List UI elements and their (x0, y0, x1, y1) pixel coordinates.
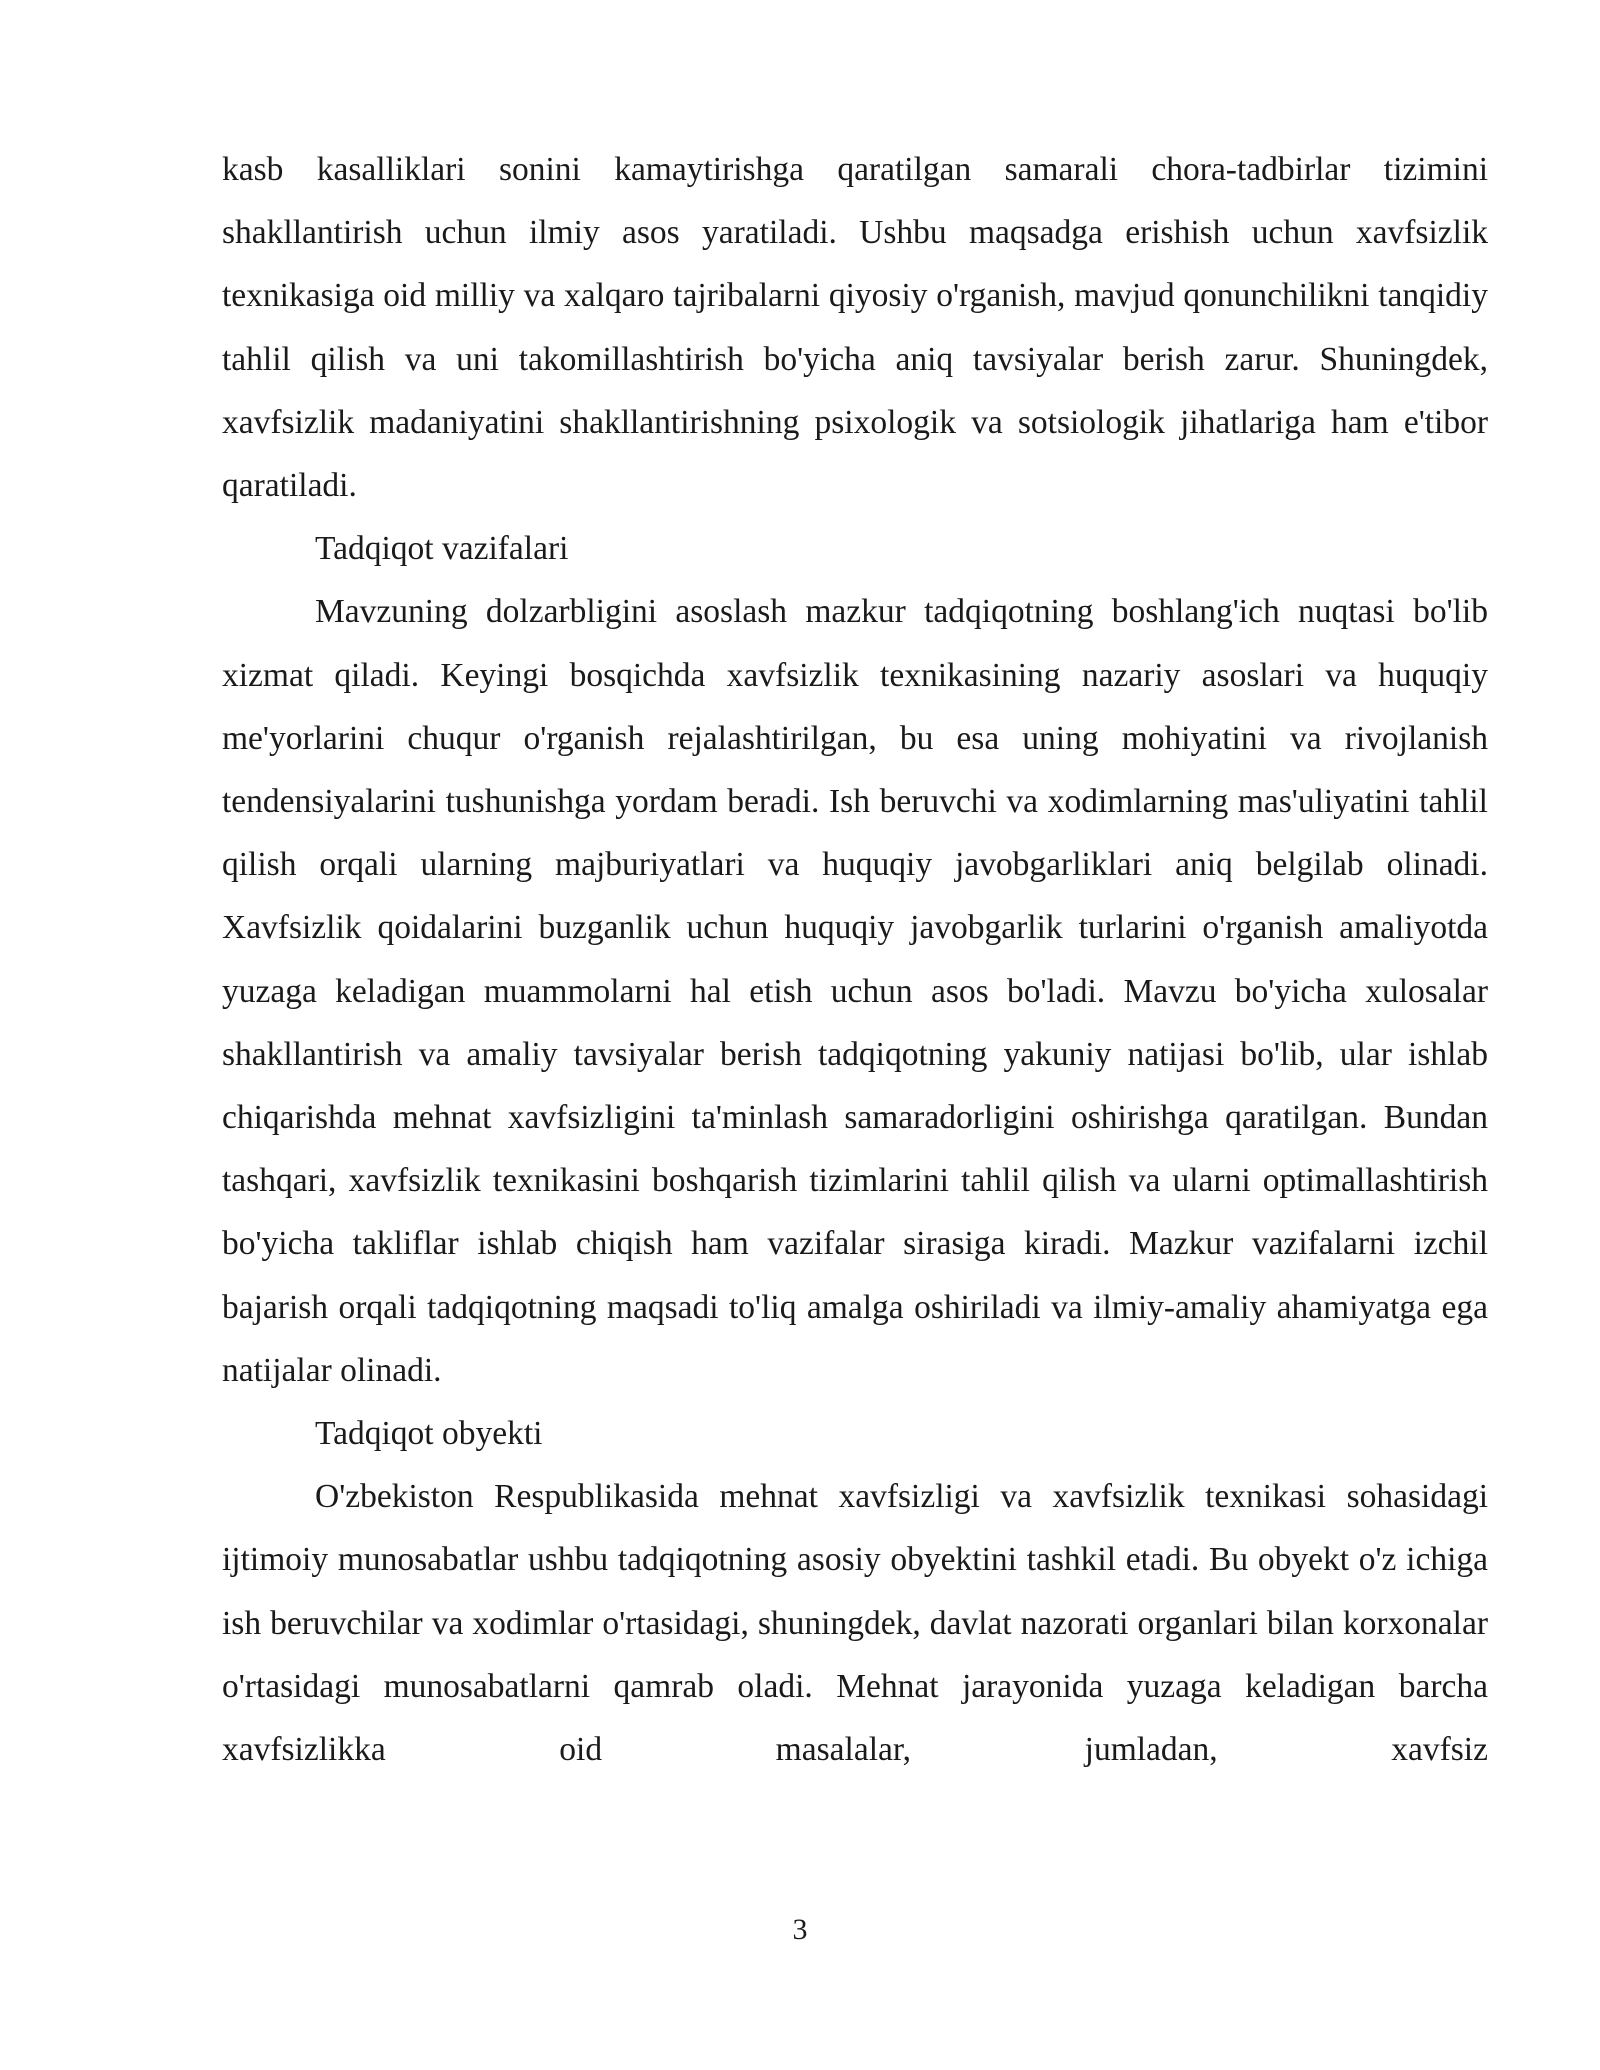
paragraph-continuation: kasb kasalliklari sonini kamaytirishga qaratilgan samarali chora-tadbirlar tizimini shakllantirish uchun ilmiy asos yaratiladi. Ushbu maqsadga erishish uchun xavfsizlik texnikasiga oid milliy va xalqaro tajribalarni qiyosiy o'rganish, mavjud qonunchilikni tanqidiy tahlil qilish va uni takomillashtirish bo'yicha aniq tavsiyalar berish zarur. Shuningdek, xavfsizlik madaniyatini shakllantirishning psixologik va sotsiologik jihatlariga ham e'tibor qaratiladi. (222, 151, 1488, 505)
paragraph-tasks: Mavzuning dolzarbligini asoslash mazkur tadqiqotning boshlang'ich nuqtasi bo'lib xizmat qiladi. Keyingi bosqichda xavfsizlik texnikasining nazariy asoslari va huquqiy me'yorlarini chuqur o'rganish rejalashtirilgan, bu esa uning mohiyatini va rivojlanish tendensiyalarini tushunishga yordam beradi. Ish beruvchi va xodimlarning mas'uliyatini tahlil qilish orqali ularning majburiyatlari va huquqiy javobgarliklari aniq belgilab olinadi. Xavfsizlik qoidalarini buzganlik uchun huquqiy javobgarlik turlarini o'rganish amaliyotda yuzaga keladigan muammolarni hal etish uchun asos bo'ladi. Mavzu bo'yicha xulosalar shakllantirish va amaliy tavsiyalar berish tadqiqotning yakuniy natijasi bo'lib, ular ishlab chiqarishda mehnat xavfsizligini ta'minlash samaradorligini oshirishga qaratilgan. Bundan tashqari, xavfsizlik texnikasini boshqarish tizimlarini tahlil qilish va ularni optimallashtirish bo'yicha takliflar ishlab chiqish ham vazifalar sirasiga kiradi. Mazkur vazifalarni izchil bajarish orqali tadqiqotning maqsadi to'liq amalga oshiriladi va ilmiy-amaliy ahamiyatga ega natijalar olinadi. (222, 593, 1488, 1389)
section-heading-tasks: Tadqiqot vazifalari (315, 530, 569, 568)
paragraph-object: O'zbekiston Respublikasida mehnat xavfsizligi va xavfsizlik texnikasi sohasidagi ijtimoiy munosabatlar ushbu tadqiqotning asosiy obyektini tashkil etadi. Bu obyekt o'z ichiga ish beruvchilar va xodimlar o'rtasidagi, shuningdek, davlat nazorati organlari bilan korxonalar o'rtasidagi munosabatlarni qamrab oladi. Mehnat jarayonida yuzaga keladigan barcha xavfsizlikka oid masalalar, jumladan, xavfsiz (222, 1478, 1488, 1769)
page-content (222, 138, 1488, 1781)
section-heading-object: Tadqiqot obyekti (315, 1415, 543, 1453)
page-number: 3 (792, 1913, 808, 1946)
